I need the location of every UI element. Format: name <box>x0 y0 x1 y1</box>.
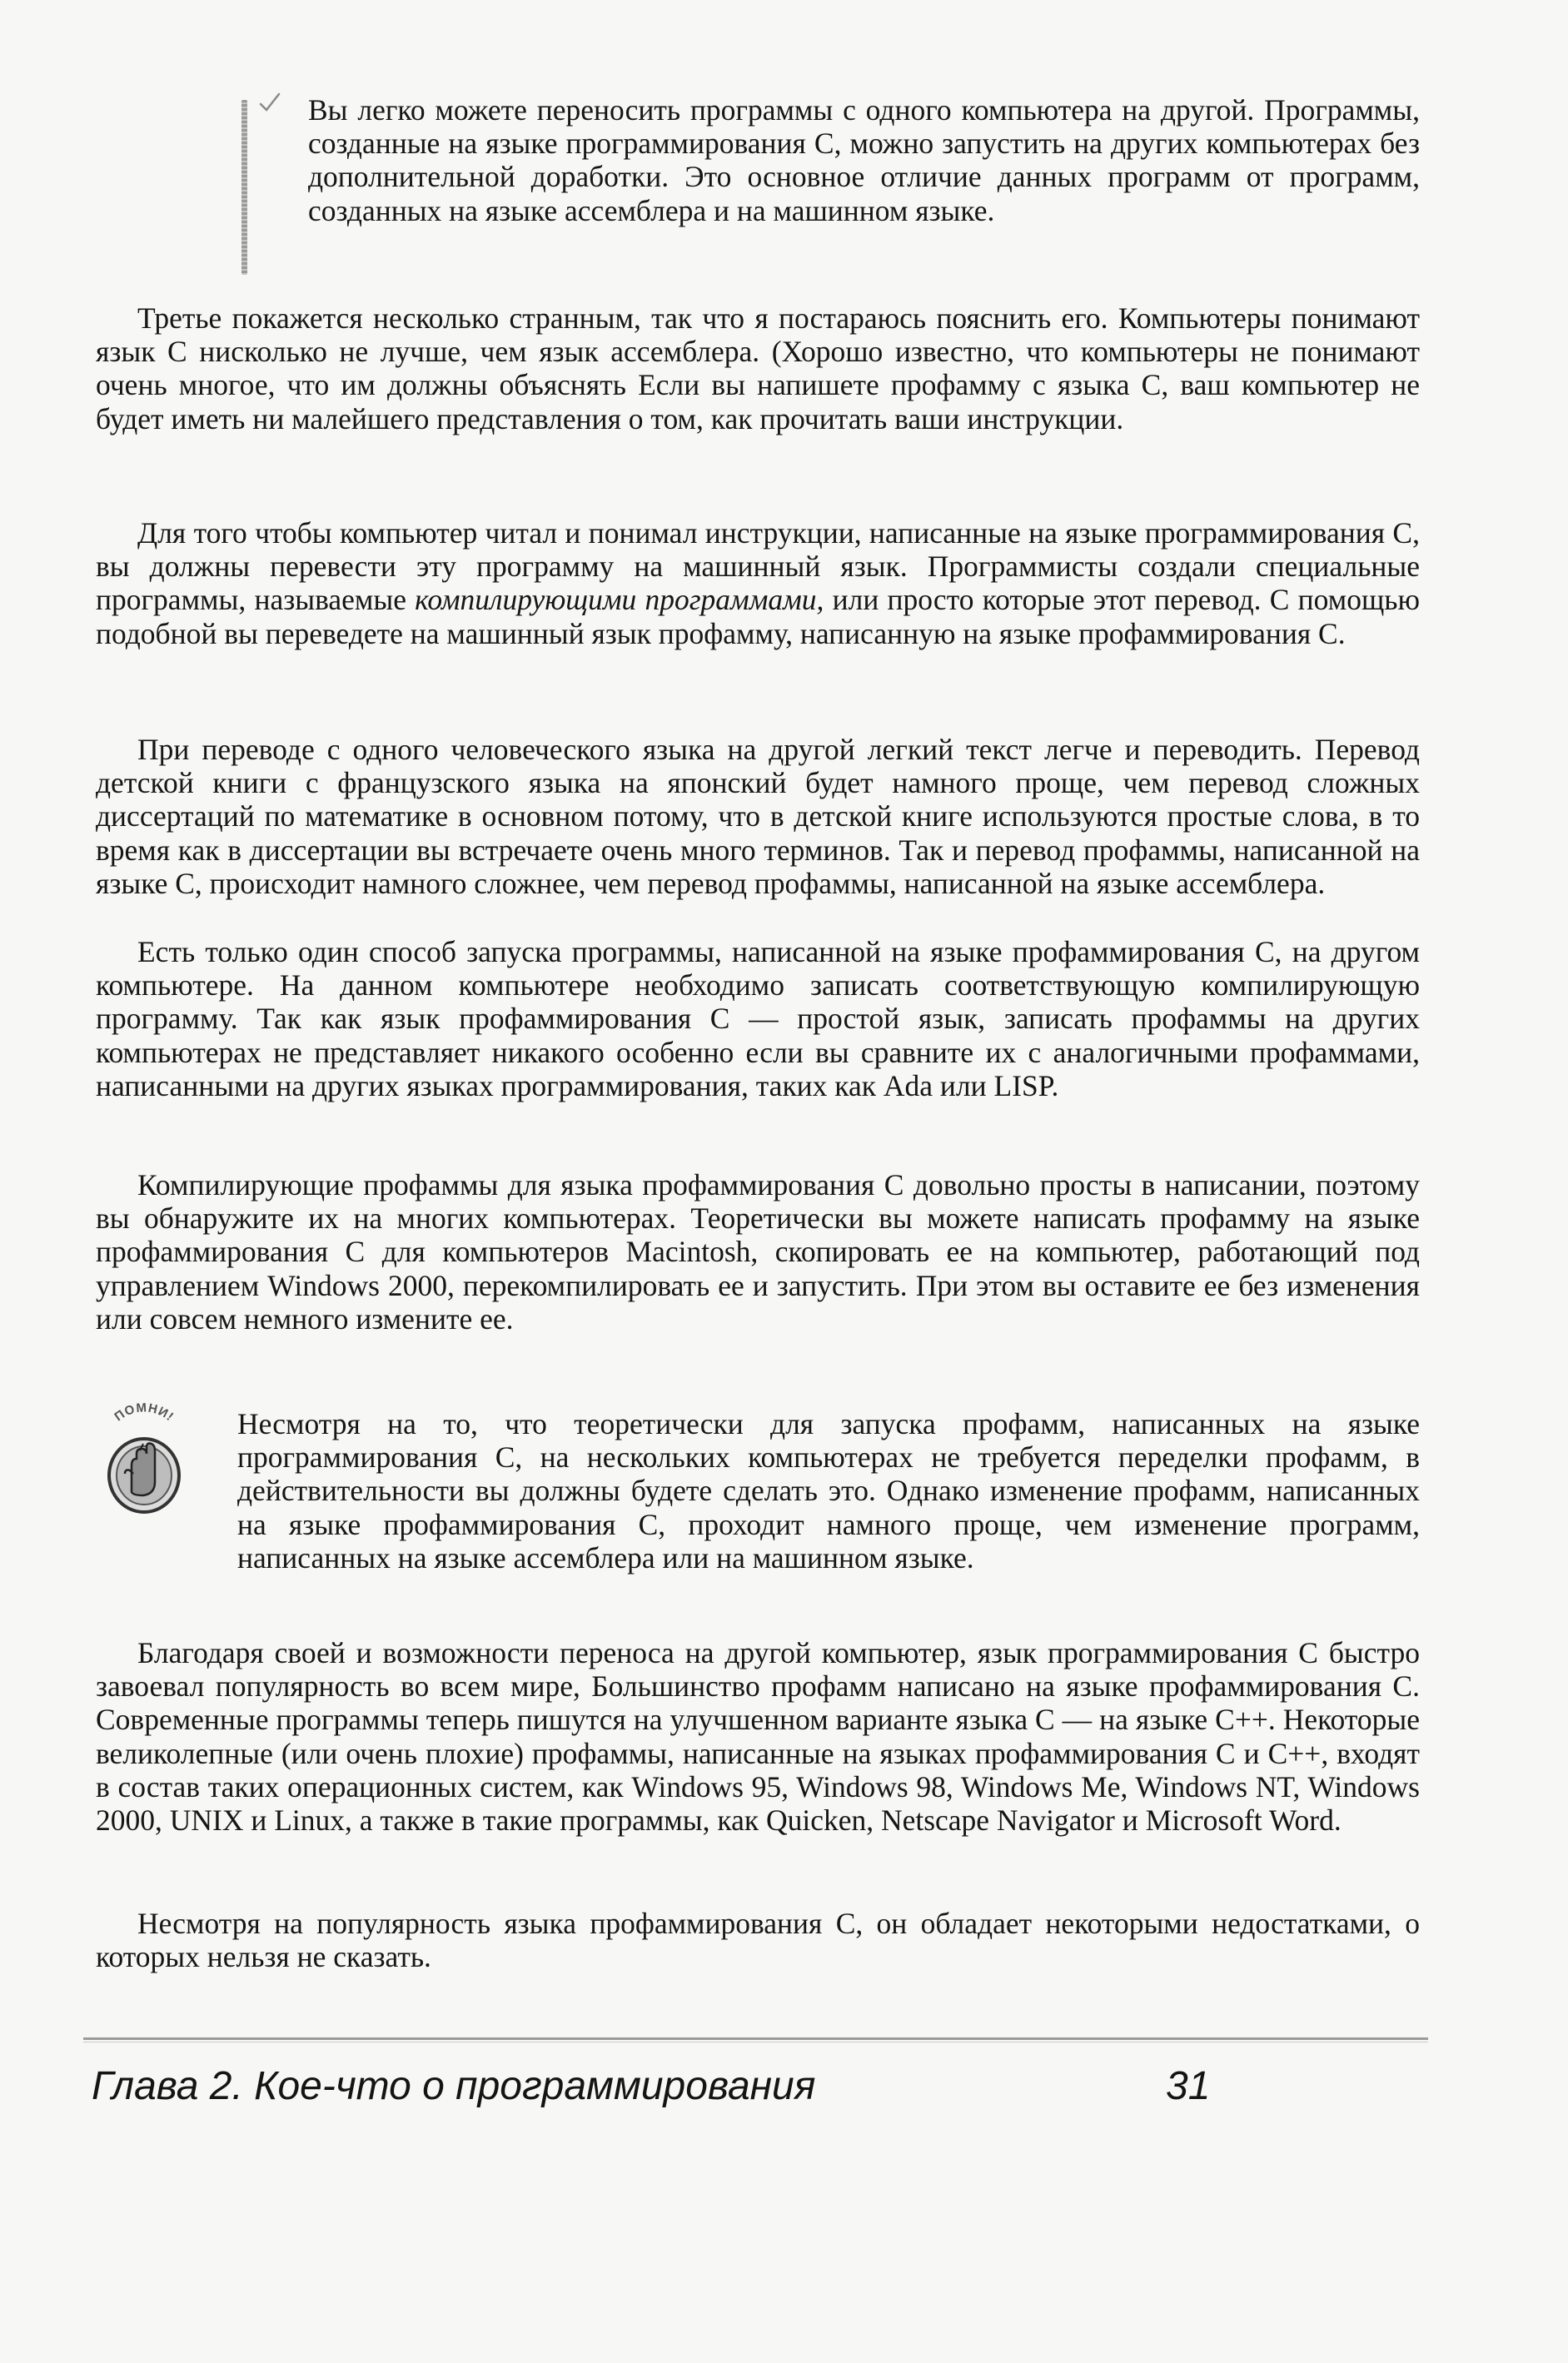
remember-note-text: Несмотря на то, что теоретически для запуска профамм, написанных на языке программирования С, на нескольких компьютерах не требуется переделки профамм, в действительности вы должны будете сделать это. Однако изменение профамм, написанных на языке профаммирования С, проходит намного проще, чем изменение программ, написанных на языке ассемблера или на машинном языке. <box>237 1407 1420 1575</box>
paragraph-2-end: или просто которые этот перевод. С помощью подобной вы переведете на машинный язык профамму, написанную на языке профаммирования С. <box>96 583 1420 650</box>
page-number: 31 <box>1166 2064 1211 2108</box>
term-compilers: компилирующими программами, <box>415 583 824 617</box>
paragraph-5: Компилирующие профаммы для языка профаммирования С довольно просты в написании, поэтому вы обнаружите их на многих компьютерах. Теоретически вы можете написать профамму на языке профаммирования С для компьютеров Macintosh, скопировать ее на компьютер, работающий под управлением Windows 2000, перекомпилировать ее и запустить. При этом вы оставите ее без изменения или совсем немного измените ее. <box>96 1168 1420 1336</box>
remember-hand-icon <box>92 1399 196 1520</box>
remember-note <box>112 1400 1420 1575</box>
paragraph-2-start: Для того чтобы компьютер читал и понимал инструкции, написанные на языке программирования С, вы должны перевести эту программу на машинный язык. Программисты создали специальные программы, называемые <box>96 516 1420 617</box>
paragraph-2 <box>96 516 1420 650</box>
paragraph-1: Третье покажется несколько странным, так что я постараюсь пояснить его. Компьютеры понимают язык С нисколько не лучше, чем язык ассемблера. (Хорошо известно, что компьютеры не понимают очень многое, что им должны объяснять Если вы напишете профамму с языка С, ваш компьютер не будет иметь ни малейшего представления о том, как прочитать ваши инструкции. <box>96 301 1420 435</box>
paragraph-7: Несмотря на популярность языка профаммирования С, он обладает некоторыми недостатками, о которых нельзя не сказать. <box>96 1907 1420 1974</box>
chapter-title: Глава 2. Кое-что о программирования <box>92 2064 816 2108</box>
footer-divider <box>83 2037 1428 2040</box>
remember-label: ПОМНИ! <box>112 1400 177 1425</box>
tip-note-text: Вы легко можете переносить программы с одного компьютера на другой. Программы, созданные на языке программирования С, можно запустить на других компьютерах без дополнительной доработки. Это основное отличие данных программ от программ, созданных на языке ассемблера и на машинном языке. <box>308 93 1420 227</box>
svg-text:ПОМНИ! <box>112 1400 177 1424</box>
paragraph-6: Благодаря своей и возможности переноса на другой компьютер, язык программирования С быстро завоевал популярность во всем мире, Большинство профамм написано на языке профаммирования С. Современные программы теперь пишутся на улучшенном варианте языка С — на языке С++. Некоторые великолепные (или очень плохие) профаммы, написанные на языках профаммирования С и С++, входят в состав таких операционных систем, как Windows 95, Windows 98, Windows Me, Windows NT, Windows 2000, UNIX и Linux, а также в такие программы, как Quicken, Netscape Navigator и Microsoft Word. <box>96 1636 1420 1838</box>
tip-note <box>308 93 1420 227</box>
checkmark-icon <box>258 92 281 115</box>
paragraph-4: Есть только один способ запуска программы, написанной на языке профаммирования С, на другом компьютере. На данном компьютере необходимо записать соответствующую компилирующую программу. Так как язык профаммирования С — простой язык, записать профаммы на других компьютерах не представляет никакого особенно если вы сравните их с аналогичными профаммами, написанными на других языках программирования, таких как Ada или LISP. <box>96 935 1420 1102</box>
note-margin-bar <box>241 100 247 275</box>
paragraph-3: При переводе с одного человеческого языка на другой легкий текст легче и переводить. Перевод детской книги с французского языка на японский будет намного проще, чем перевод сложных диссертаций по математике в основном потому, что в детской книге используются простые слова, в то время как в диссертации вы встречаете очень много терминов. Так и перевод профаммы, написанной на языке С, происходит намного сложнее, чем перевод профаммы, написанной на языке ассемблера. <box>96 733 1420 900</box>
